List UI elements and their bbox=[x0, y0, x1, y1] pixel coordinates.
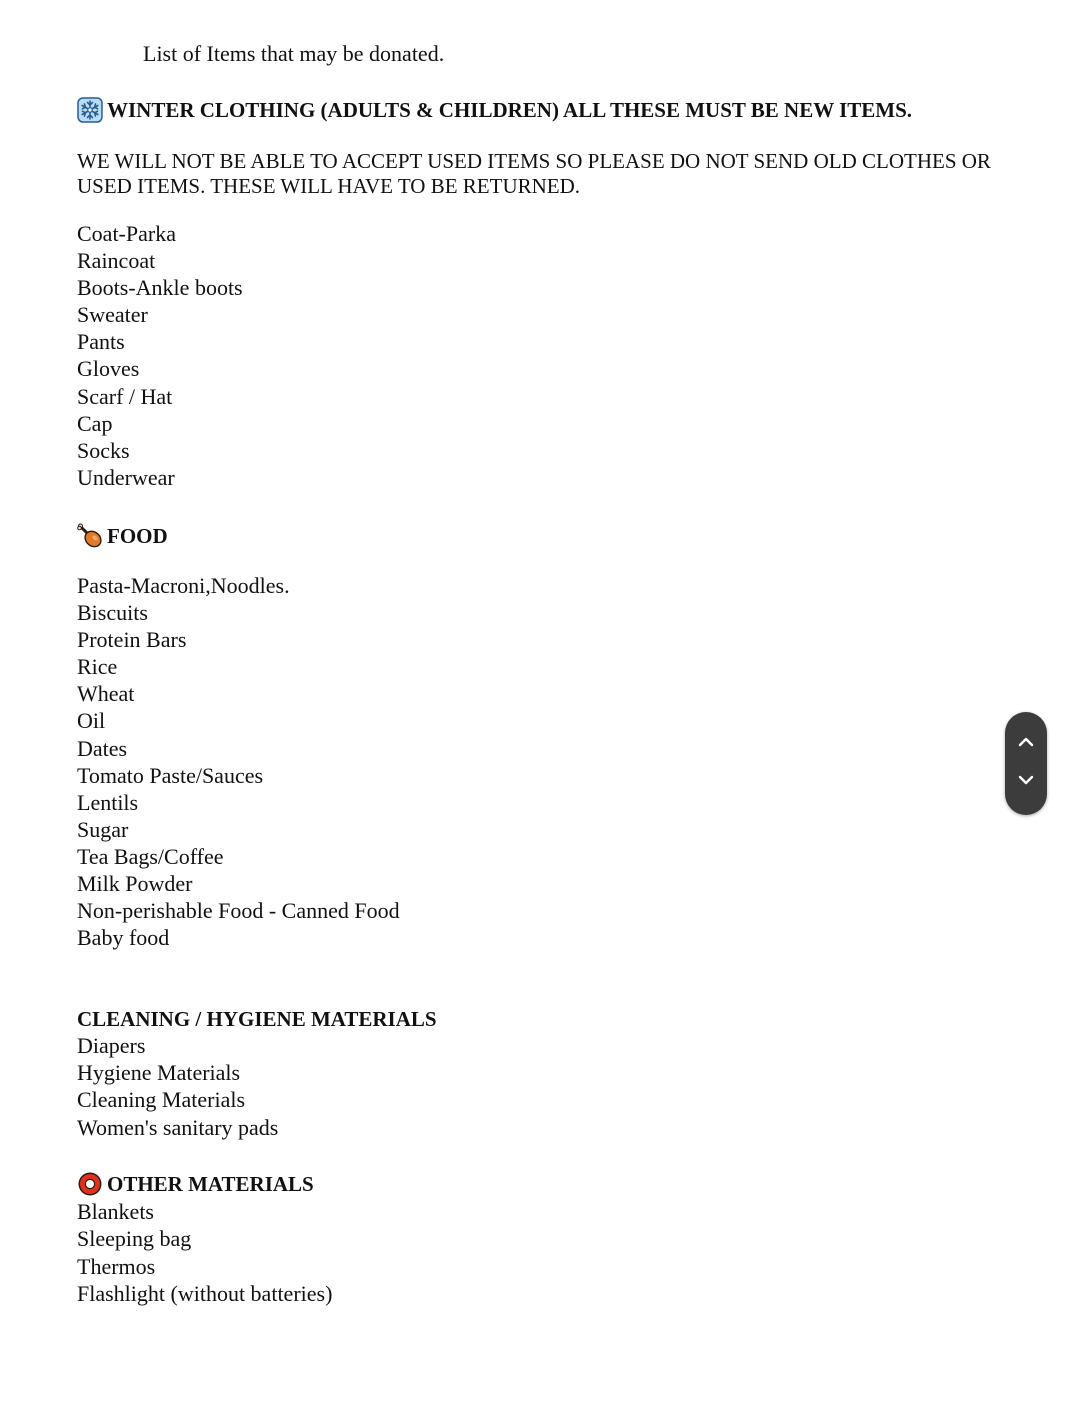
list-item: Blankets bbox=[77, 1199, 154, 1224]
notice-text: WE WILL NOT BE ABLE TO ACCEPT USED ITEMS SO PLEASE DO NOT SEND OLD CLOTHES OR USED ITEMS. THESE WILL HAVE TO BE RETURNED. bbox=[77, 149, 991, 198]
list-item: Milk Powder bbox=[77, 871, 193, 897]
snowflake-icon bbox=[77, 97, 103, 123]
cleaning-list bbox=[77, 1032, 278, 1141]
list-item: Dates bbox=[77, 735, 128, 761]
document-title: List of Items that may be donated. bbox=[143, 41, 445, 66]
list-item: Tomato Paste/Sauces bbox=[77, 762, 264, 788]
list-item: Protein Bars bbox=[77, 627, 187, 653]
page-navigation-control bbox=[1005, 712, 1047, 815]
section-heading-other bbox=[77, 1170, 314, 1198]
section-heading-food bbox=[77, 522, 168, 550]
list-item: Cleaning Materials bbox=[77, 1087, 246, 1113]
list-item: Boots-Ankle boots bbox=[77, 275, 243, 301]
scroll-down-button[interactable] bbox=[1005, 762, 1047, 802]
list-item: Socks bbox=[77, 437, 130, 463]
list-item: Baby food bbox=[77, 925, 170, 951]
section-heading-clothing bbox=[77, 96, 912, 124]
list-item: Non-perishable Food - Canned Food bbox=[77, 898, 400, 924]
list-item: Sweater bbox=[77, 302, 148, 328]
list-item: Scarf / Hat bbox=[77, 383, 173, 409]
list-item: Sugar bbox=[77, 816, 129, 842]
list-item: Sleeping bag bbox=[77, 1226, 192, 1252]
list-item: Underwear bbox=[77, 464, 175, 490]
list-item: Tea Bags/Coffee bbox=[77, 843, 224, 869]
list-item: Hygiene Materials bbox=[77, 1060, 241, 1086]
section-heading-label: CLEANING / HYGIENE MATERIALS bbox=[77, 1007, 437, 1031]
list-item: Gloves bbox=[77, 356, 140, 382]
list-item: Pants bbox=[77, 329, 125, 355]
chevron-down-icon bbox=[1017, 771, 1035, 794]
list-item: Cap bbox=[77, 410, 113, 436]
list-item: Oil bbox=[77, 708, 106, 734]
list-item: Thermos bbox=[77, 1253, 156, 1279]
section-heading-label: FOOD bbox=[107, 524, 168, 548]
section-heading-label: OTHER MATERIALS bbox=[107, 1172, 314, 1196]
list-item: Coat-Parka bbox=[77, 221, 176, 246]
poultry-leg-icon bbox=[77, 523, 103, 549]
list-item: Diapers bbox=[77, 1033, 146, 1058]
list-item: Lentils bbox=[77, 789, 139, 815]
list-item: Raincoat bbox=[77, 248, 156, 274]
scroll-up-button[interactable] bbox=[1005, 724, 1047, 764]
other-list bbox=[77, 1198, 332, 1307]
clothing-list bbox=[77, 220, 243, 491]
section-heading-label: WINTER CLOTHING (ADULTS & CHILDREN) ALL THESE MUST BE NEW ITEMS. bbox=[107, 98, 913, 122]
chevron-up-icon bbox=[1017, 733, 1035, 756]
section-heading-cleaning bbox=[77, 1005, 437, 1033]
list-item: Biscuits bbox=[77, 600, 148, 626]
list-item: Wheat bbox=[77, 681, 135, 707]
hollow-red-circle-icon bbox=[77, 1171, 103, 1197]
food-list bbox=[77, 572, 400, 951]
list-item: Women's sanitary pads bbox=[77, 1114, 279, 1140]
list-item: Flashlight (without batteries) bbox=[77, 1280, 333, 1306]
list-item: Rice bbox=[77, 654, 118, 680]
list-item: Pasta-Macroni,Noodles. bbox=[77, 573, 290, 598]
